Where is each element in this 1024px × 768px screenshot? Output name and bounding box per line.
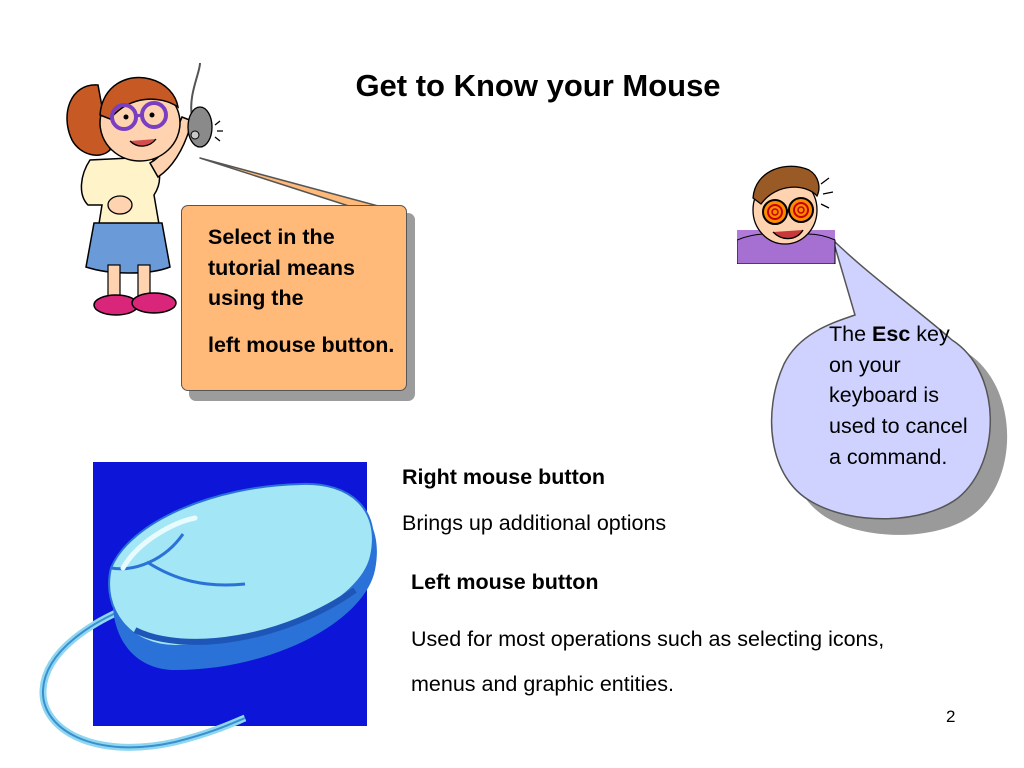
slide-title: Get to Know your Mouse — [355, 68, 721, 103]
right-button-heading: Right mouse button — [402, 465, 606, 489]
esc-key-label: Esc — [872, 322, 911, 346]
orange-callout-line1: Select in the tutorial means using the — [208, 225, 355, 310]
left-button-description: Used for most operations such as selecting icons, menus and graphic entities. — [411, 627, 885, 696]
boy-with-spiral-glasses-icon — [737, 160, 837, 264]
left-button-heading: Left mouse button — [411, 570, 599, 594]
computer-mouse-icon — [35, 460, 380, 760]
right-button-description: Brings up additional options — [402, 511, 667, 535]
orange-callout — [181, 205, 407, 391]
page-number: 2 — [946, 707, 956, 726]
orange-callout-line2: left mouse button. — [208, 332, 395, 357]
bubble-text-pre: The — [829, 322, 873, 346]
bubble-text-post: key on your keyboard is used to cancel a command. — [829, 322, 968, 469]
speech-bubble-text — [829, 319, 979, 473]
